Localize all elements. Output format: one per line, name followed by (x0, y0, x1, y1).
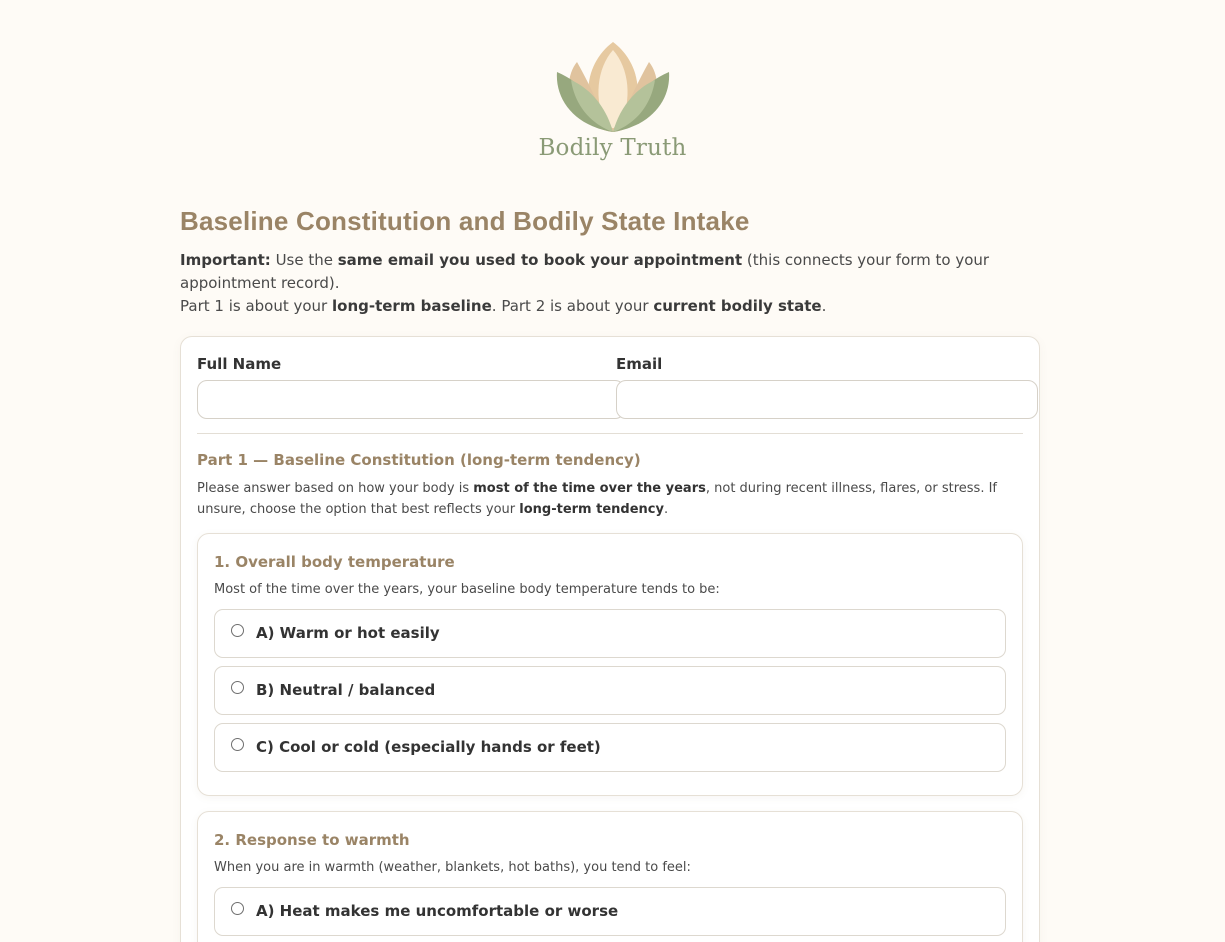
logo (0, 38, 1225, 161)
page-title: Baseline Constitution and Bodily State Intake (180, 206, 750, 236)
question-body-temperature (197, 533, 1023, 796)
option-label: A) Warm or hot easily (256, 624, 440, 642)
option-heat-uncomfortable[interactable] (214, 887, 1006, 936)
email-label: Email (616, 355, 663, 373)
question-title: 2. Response to warmth (214, 831, 410, 849)
option-cool-or-cold[interactable] (214, 723, 1006, 772)
full-name-label: Full Name (197, 355, 282, 373)
question-title: 1. Overall body temperature (214, 553, 455, 571)
question-description: Most of the time over the years, your baseline body temperature tends to be: (214, 582, 720, 597)
email-input[interactable] (616, 380, 1038, 419)
brand-name: Bodily Truth (538, 135, 687, 161)
radio-button[interactable] (231, 902, 244, 915)
question-description: When you are in warmth (weather, blankets, hot baths), you tend to feel: (214, 860, 691, 875)
part1-title: Part 1 — Baseline Constitution (long-term tendency) (197, 451, 641, 469)
option-neutral-balanced[interactable] (214, 666, 1006, 715)
divider (197, 433, 1023, 434)
option-label: B) Neutral / balanced (256, 681, 436, 699)
lotus-logo-icon (553, 38, 673, 134)
intro-text: Important: Use the same email you used to book your appointment (this connects your form to your appointment record). Part 1 is about your long-term baseline. Part 2 is about your current bodily state. (180, 251, 990, 315)
radio-button[interactable] (231, 681, 244, 694)
important-label: Important: (180, 251, 271, 269)
option-warm-or-hot[interactable] (214, 609, 1006, 658)
part1-description: Please answer based on how your body is most of the time over the years, not during recent illness, flares, or stress. If unsure, choose the option that best reflects your long-term tendency. (197, 481, 998, 517)
option-label: C) Cool or cold (especially hands or feet) (256, 738, 601, 756)
radio-button[interactable] (231, 624, 244, 637)
radio-button[interactable] (231, 738, 244, 751)
intake-form-card (180, 336, 1040, 942)
option-label: A) Heat makes me uncomfortable or worse (256, 902, 619, 920)
question-response-to-warmth (197, 811, 1023, 942)
page-header (180, 206, 1040, 318)
full-name-input[interactable] (197, 380, 625, 419)
